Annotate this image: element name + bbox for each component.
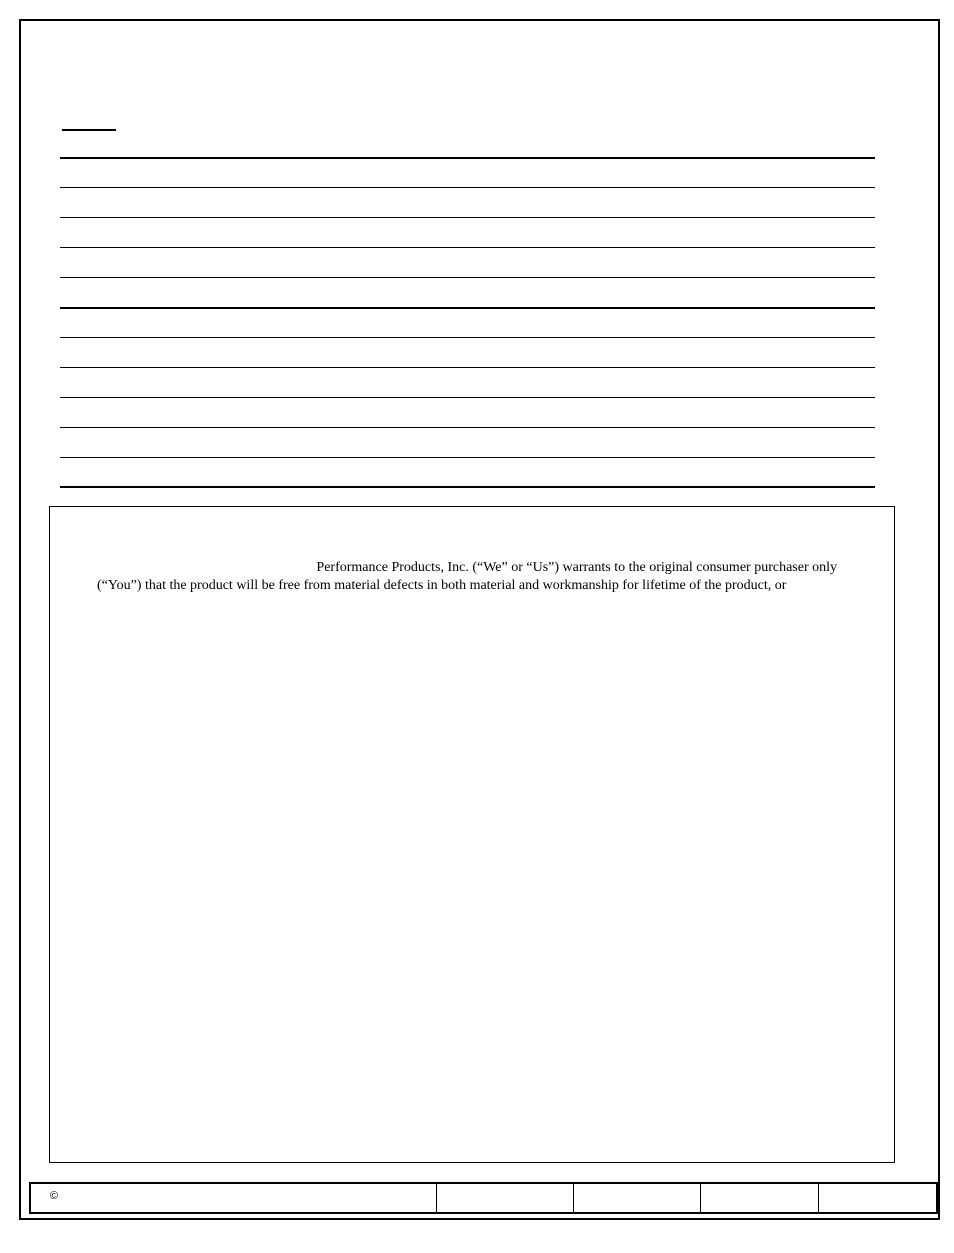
note-line (60, 187, 875, 188)
footer-cell (819, 1184, 936, 1212)
note-line (60, 457, 875, 458)
footer-cell (437, 1184, 574, 1212)
warranty-text (97, 559, 837, 595)
copyright-symbol: © (50, 1190, 59, 1202)
note-line (60, 397, 875, 398)
note-line (60, 427, 875, 428)
warranty-line-2: (“You”) that the product will be free from material defects in both material and workmanship for lifetime of the product, or (97, 578, 787, 593)
note-line (60, 337, 875, 338)
warranty-box (49, 506, 895, 1163)
note-line (60, 486, 875, 488)
note-line (60, 157, 875, 159)
note-line (60, 217, 875, 218)
footer-cell-copyright (31, 1184, 437, 1212)
footer-cell (574, 1184, 701, 1212)
note-line (60, 307, 875, 309)
footer-table (29, 1182, 938, 1214)
note-line (60, 367, 875, 368)
warranty-line-1: Performance Products, Inc. (“We” or “Us”) warrants to the original consumer purchaser only (316, 560, 837, 575)
notes-heading-underline (62, 129, 116, 131)
note-line (60, 247, 875, 248)
footer-cell (701, 1184, 819, 1212)
note-line (60, 277, 875, 278)
